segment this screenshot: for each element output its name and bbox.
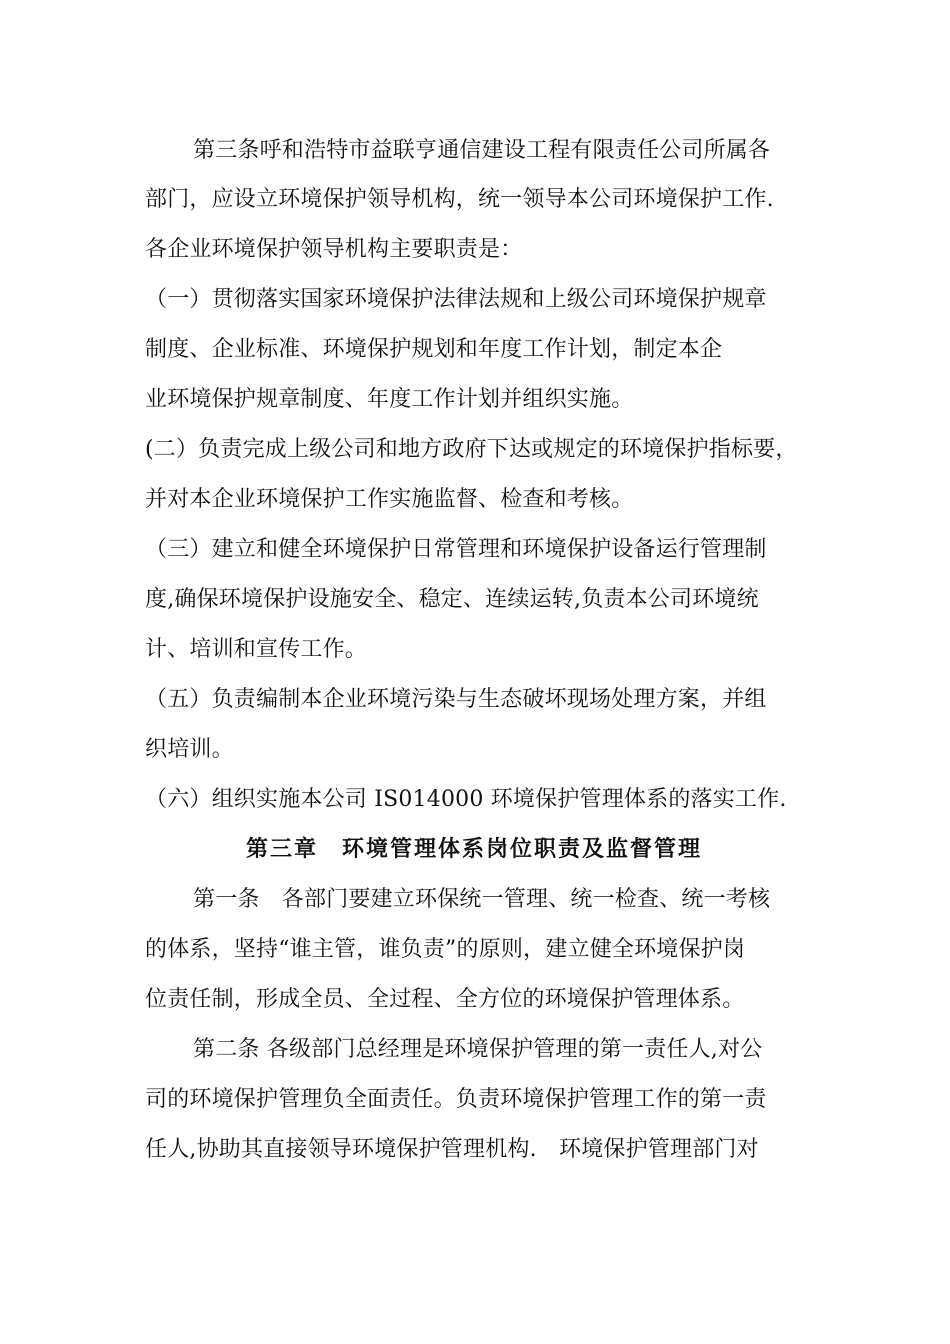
text-line: 第二条 各级部门总经理是环境保护管理的第一责任人,对公 — [193, 1037, 763, 1062]
list-item-5: （五）负责编制本企业环境污染与生态破坏现场处理方案，并组 — [145, 687, 767, 712]
list-item-2: (二）负责完成上级公司和地方政府下达或规定的环境保护指标要， — [145, 437, 798, 462]
text-line: 司的环境保护管理负全面责任。负责环境保护管理工作的第一责 — [145, 1087, 767, 1112]
text-line: 度,确保环境保护设施安全、稳定、连续运转,负责本公司环境统 — [145, 587, 759, 612]
text-line: 并对本企业环境保护工作实施监督、检查和考核。 — [145, 487, 634, 512]
list-item-6: （六）组织实施本公司 IS014000 环境保护管理体系的落实工作. — [145, 787, 787, 812]
text-line: 的体系，坚持“谁主管，谁负责”的原则，建立健全环境保护岗 — [145, 937, 746, 962]
text-line: 第一条 各部门要建立环保统一管理、统一检查、统一考核 — [193, 887, 771, 912]
text-line: 各企业环境保护领导机构主要职责是： — [145, 237, 523, 262]
text-line: 位责任制，形成全员、全过程、全方位的环境保护管理体系。 — [145, 987, 745, 1012]
text-line: 部门，应设立环境保护领导机构，统一领导本公司环境保护工作. — [145, 187, 774, 212]
text-line: 计、培训和宣传工作。 — [145, 637, 368, 662]
text-line: 业环境保护规章制度、年度工作计划并组织实施。 — [145, 387, 634, 412]
list-item-1: （一）贯彻落实国家环境保护法律法规和上级公司环境保护规章 — [145, 287, 767, 312]
text-line: 织培训。 — [145, 737, 234, 762]
text-line: 第三条呼和浩特市益联亨通信建设工程有限责任公司所属各 — [193, 138, 771, 163]
text-line: 任人,协助其直接领导环境保护管理机构. 环境保护管理部门对 — [145, 1137, 759, 1162]
text-line: 制度、企业标准、环境保护规划和年度工作计划，制定本企 — [145, 337, 723, 362]
list-item-3: （三）建立和健全环境保护日常管理和环境保护设备运行管理制 — [145, 537, 767, 562]
chapter-heading: 第三章 环境管理体系岗位职责及监督管理 — [246, 837, 703, 862]
